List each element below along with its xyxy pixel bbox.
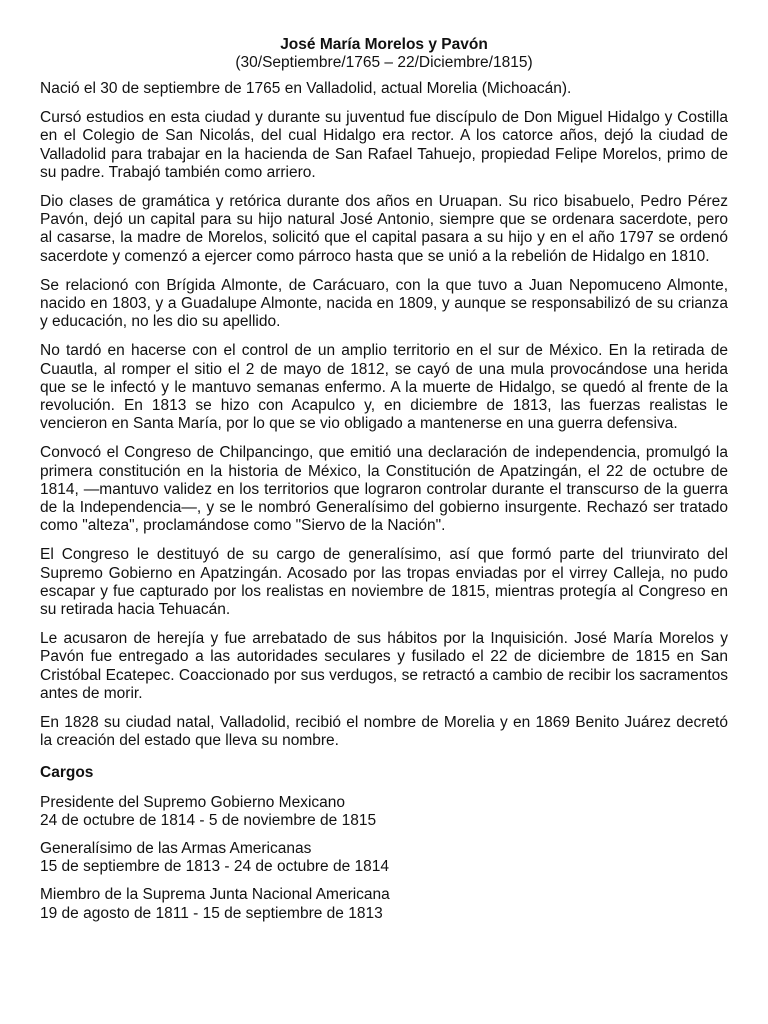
cargo-item xyxy=(40,886,728,922)
paragraph-8: Le acusaron de herejía y fue arrebatado de sus hábitos por la Inquisición. José María Morelos y Pavón fue entregado a las autoridades seculares y fusilado el 22 de diciembre de 1815 en San Cristóbal Ecatepec. Coaccionado por sus verdugos, se retractó a cambio de recibir los sacramentos antes de morir. xyxy=(40,630,728,702)
paragraph-7: El Congreso le destituyó de su cargo de generalísimo, así que formó parte del triunvirato del Supremo Gobierno en Apatzingán. Acosado por las tropas enviadas por el virrey Calleja, no pudo escapar y fue capturado por los realistas en noviembre de 1815, mientras protegía al Congreso en su retirada hacia Tehuacán. xyxy=(40,546,728,619)
cargo-item xyxy=(40,840,728,876)
paragraph-5: No tardó en hacerse con el control de un amplio territorio en el sur de México. En la retirada de Cuautla, al romper el sitio el 2 de mayo de 1812, se cayó de una mula provocándose una herida que se le infectó y le mantuvo semanas enfermo. A la muerte de Hidalgo, se quedó al frente de la revolución. En 1813 se hizo con Acapulco y, en diciembre de 1813, las fuerzas realistas le vencieron en Santa María, por lo que se vio obligado a mantenerse en una guerra defensiva. xyxy=(40,342,728,433)
paragraph-1: Nació el 30 de septiembre de 1765 en Valladolid, actual Morelia (Michoacán). xyxy=(40,80,572,97)
paragraph-4: Se relacionó con Brígida Almonte, de Carácuaro, con la que tuvo a Juan Nepomuceno Almonte, nacido en 1803, y a Guadalupe Almonte, nacida en 1809, y aunque se responsabilizó de su crianza y educación, no les dio su apellido. xyxy=(40,276,728,331)
cargo-role: Presidente del Supremo Gobierno Mexicano xyxy=(40,793,346,811)
document-title: José María Morelos y Pavón xyxy=(280,36,488,53)
paragraph-9: En 1828 su ciudad natal, Valladolid, recibió el nombre de Morelia y en 1869 Benito Juárez decretó la creación del estado que lleva su nombre. xyxy=(40,714,728,750)
paragraph-2: Cursó estudios en esta ciudad y durante su juventud fue discípulo de Don Miguel Hidalgo y Costilla en el Colegio de San Nicolás, del cual Hidalgo era rector. A los catorce años, dejó la ciudad de Valladolid para trabajar en la hacienda de San Rafael Tahuejo, propiedad Felipe Morelos, primo de su padre. Trabajó también como arriero. xyxy=(40,109,728,181)
paragraph-6: Convocó el Congreso de Chilpancingo, que emitió una declaración de independencia, promulgó la primera constitución en la historia de México, la Constitución de Apatzingán, el 22 de octubre de 1814, —mantuvo validez en los territorios que lograron controlar durante el transcurso de la guerra de la Independencia—, y se le nombró Generalísimo del gobierno insurgente. Rechazó ser tratado como "alteza", proclamándose como "Siervo de la Nación". xyxy=(40,444,728,535)
cargo-item xyxy=(40,794,728,830)
document-subtitle: (30/Septiembre/1765 – 22/Diciembre/1815) xyxy=(235,54,533,71)
cargos-heading: Cargos xyxy=(40,763,94,781)
cargo-role: Miembro de la Suprema Junta Nacional Americana xyxy=(40,886,390,904)
title-block xyxy=(40,36,728,72)
cargo-dates: 24 de octubre de 1814 - 5 de noviembre de 1815 xyxy=(40,811,377,829)
cargo-dates: 15 de septiembre de 1813 - 24 de octubre de 1814 xyxy=(40,858,390,876)
cargo-role: Generalísimo de las Armas Americanas xyxy=(40,839,312,857)
cargo-dates: 19 de agosto de 1811 - 15 de septiembre de 1813 xyxy=(40,904,383,922)
paragraph-3: Dio clases de gramática y retórica durante dos años en Uruapan. Su rico bisabuelo, Pedro Pérez Pavón, dejó un capital para su hijo natural José Antonio, siempre que se ordenara sacerdote, pero al casarse, la madre de Morelos, solicitó que el capital pasara a su hijo y en el año 1797 se ordenó sacerdote y comenzó a ejercer como párroco hasta que se unió a la rebelión de Hidalgo en 1810. xyxy=(40,193,728,265)
